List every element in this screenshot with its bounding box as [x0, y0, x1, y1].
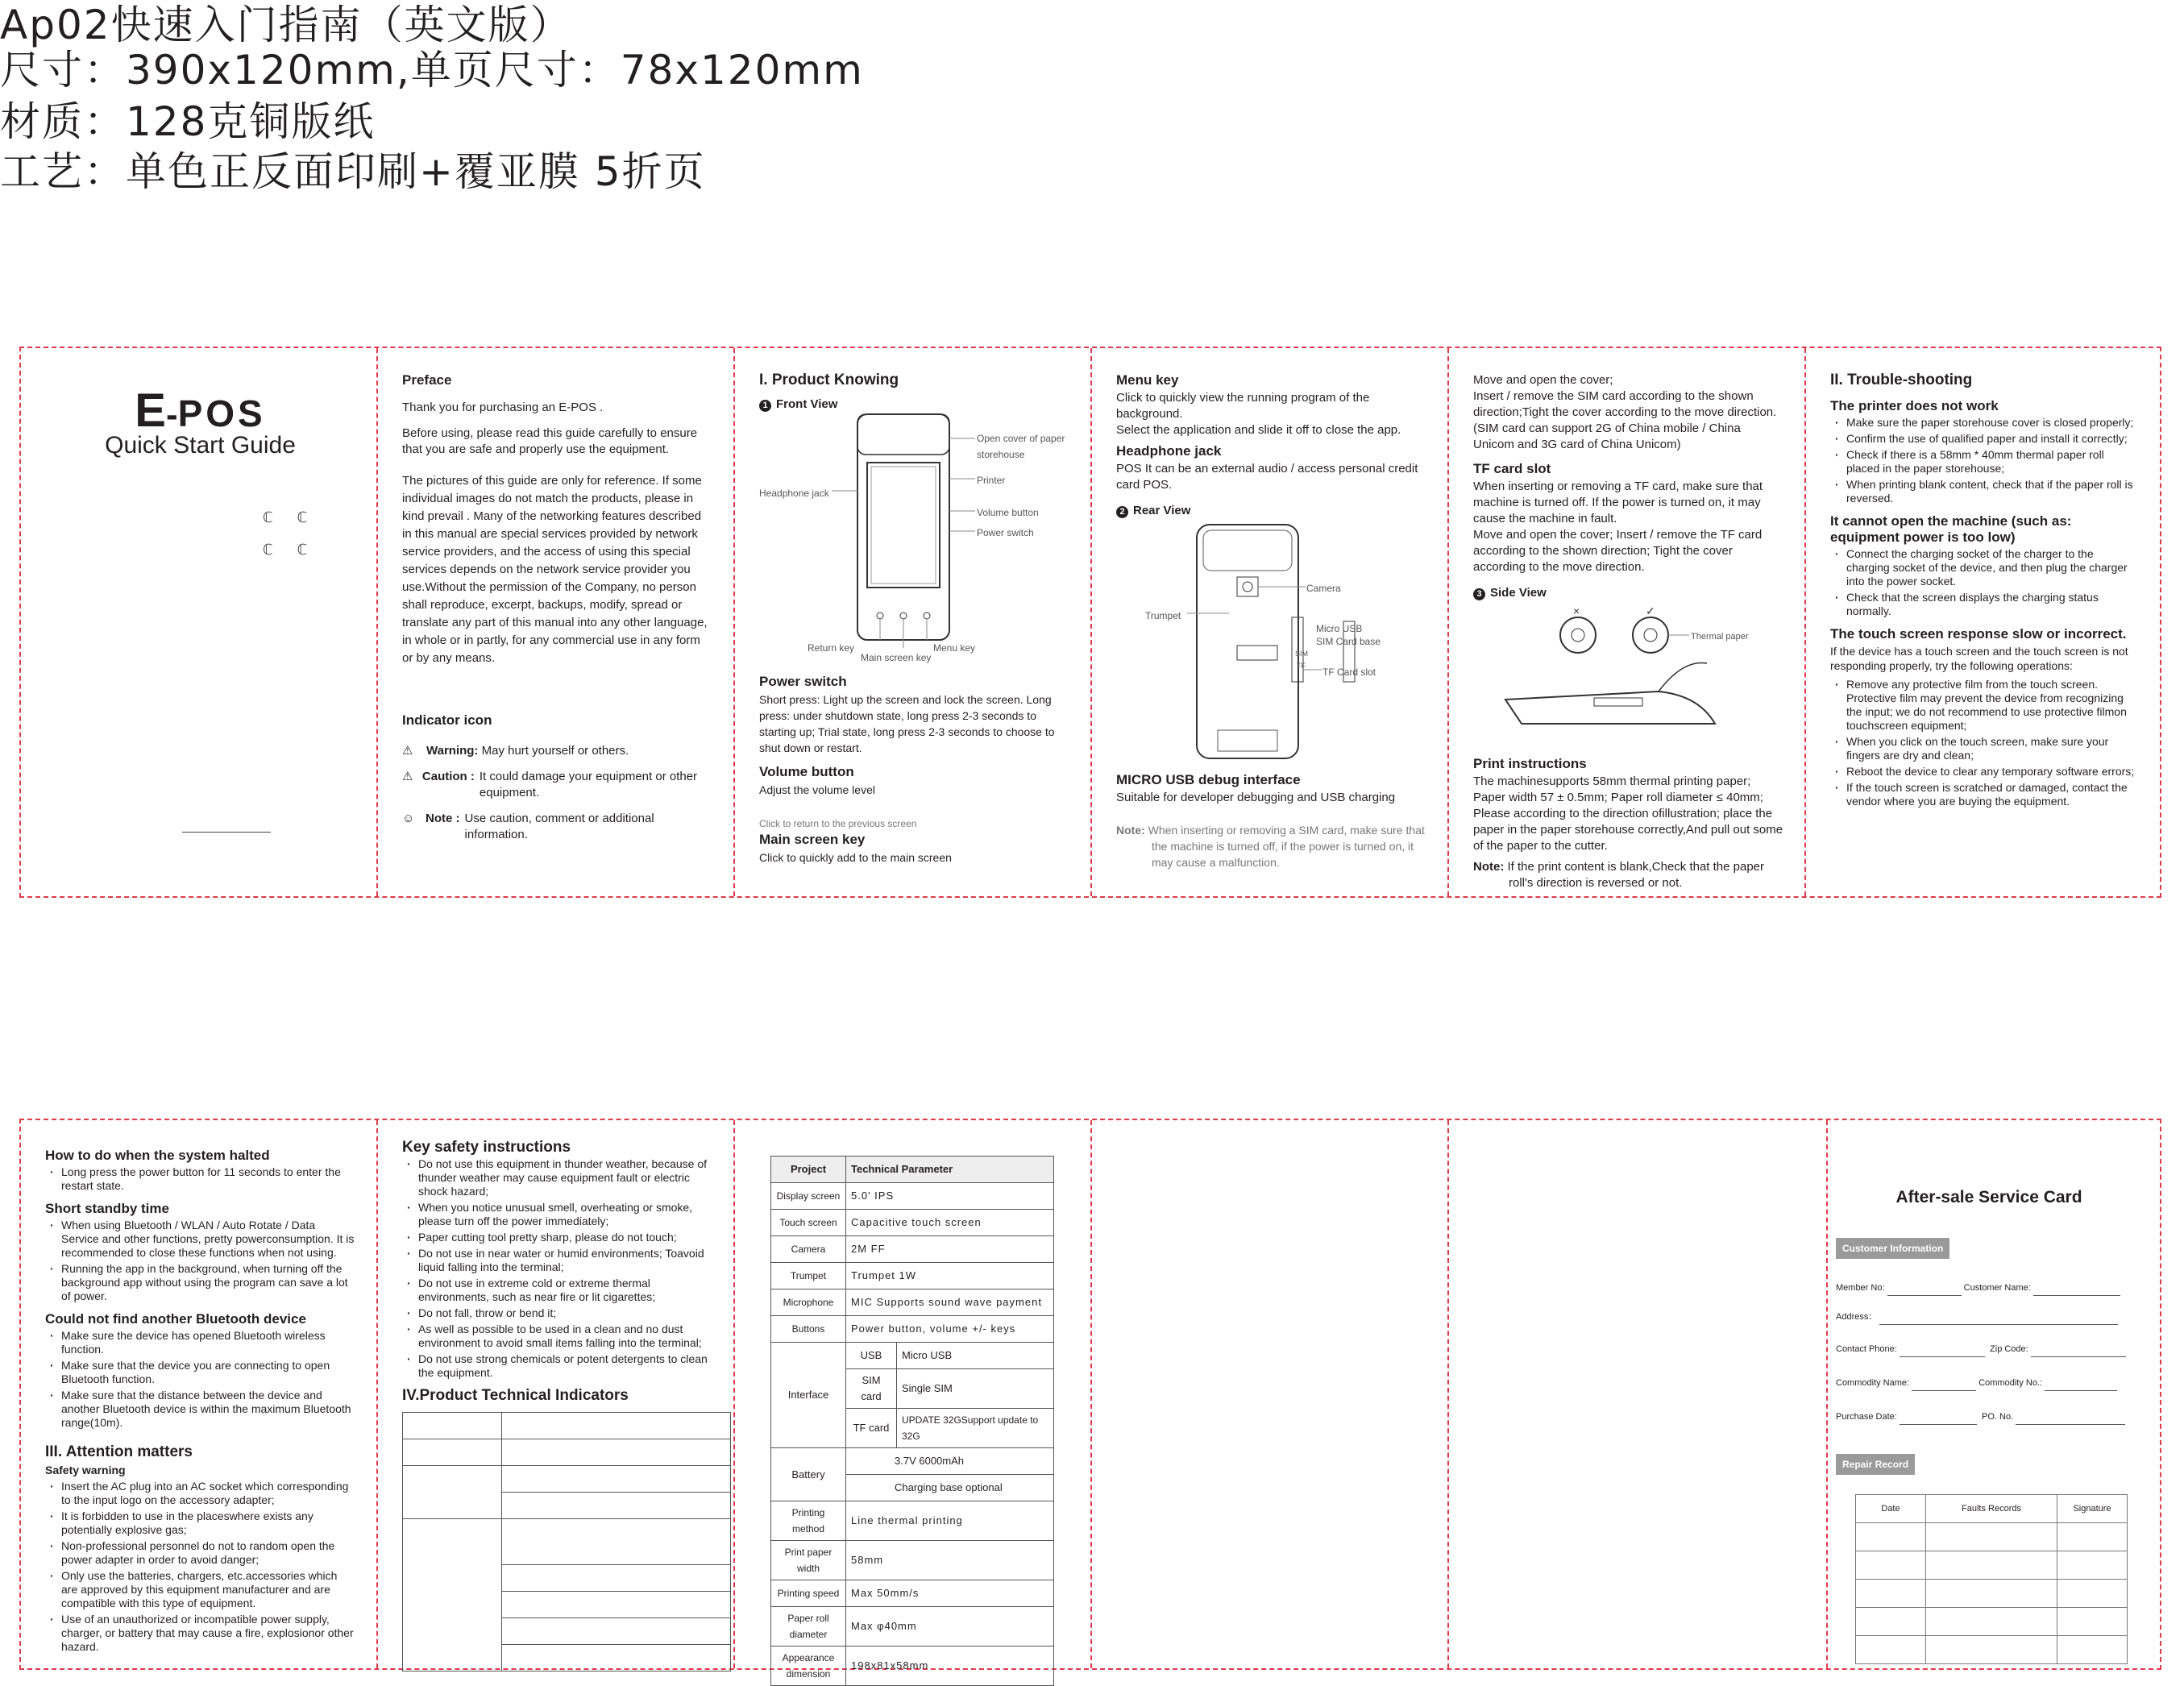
preface-p1: Thank you for purchasing an E-POS . [402, 401, 604, 414]
label-printer: Printer [977, 475, 1006, 486]
list-item: · Make sure the paper storehouse cover is closed properly; [1846, 416, 2139, 430]
power-switch-text: Short press: Light up the screen and lock the screen. Long press: under shutdown state, long press 2-3 seconds to starting up; Trial state, long press 2-3 seconds to choose to shut down or restart. [759, 693, 1055, 754]
rear-view-figure [1116, 521, 1426, 762]
wrong-mark: × [1573, 604, 1580, 617]
sim-tf-panel [1449, 348, 1806, 896]
product-panel [735, 348, 1092, 896]
cover-subtitle: Quick Start Guide [105, 432, 296, 459]
form-row-purchase: Purchase Date: PO. No. [1836, 1409, 2142, 1425]
spec-key: Print paper width [771, 1541, 846, 1580]
spec-panel [735, 1120, 1092, 1680]
back-sheet [19, 1119, 2161, 1680]
spec-row [771, 1541, 1054, 1580]
list-item: · Make sure that the distance between the device and another Bluetooth device is within the maximum Bluetooth range(10m). [61, 1389, 355, 1430]
list-item: · Do not use in extreme cold or extreme thermal environments, such as near fire or lit cigarettes; [418, 1277, 712, 1304]
trouble-s3-list [1830, 678, 2139, 808]
label-micro-usb: Micro USB [1316, 623, 1363, 634]
indicator-warning: ⚠ Warning: May hurt yourself or others. [402, 744, 629, 758]
label-trumpet: Trumpet [1145, 610, 1181, 621]
service-card-panel [1828, 1120, 2160, 1668]
spec-value: Trumpet 1W [846, 1263, 1054, 1289]
indicator-title: Indicator icon [402, 712, 492, 728]
member-field[interactable] [1887, 1295, 1962, 1296]
volume-button-title: Volume button [759, 764, 854, 779]
menu-panel [1092, 348, 1449, 896]
halt-list [45, 1165, 355, 1193]
empty-tech-table [402, 1412, 731, 1671]
usb-debug-title: MICRO USB debug interface [1116, 772, 1301, 787]
spec-value: MIC Supports sound wave payment [846, 1289, 1054, 1316]
cover-panel [21, 348, 378, 896]
form-row-commodity: Commodity Name: Commodity No.: [1836, 1375, 2142, 1391]
spec-header-param: Technical Parameter [846, 1157, 1054, 1183]
address-field[interactable] [1879, 1324, 2118, 1325]
trouble-s1-list [1830, 416, 2139, 505]
repair-row [1856, 1580, 2128, 1608]
spec-key: Buttons [771, 1316, 846, 1343]
headphone-text: POS It can be an external audio / access personal credit card POS. [1116, 462, 1418, 492]
repair-row [1856, 1523, 2128, 1551]
spec-key: Paper roll diameter [771, 1607, 846, 1647]
purchase-date-field[interactable] [1900, 1424, 1977, 1425]
label-paper-cover: Open cover of paper storehouse [977, 433, 1065, 460]
sim-chip: SIM [1295, 650, 1309, 658]
repair-record-tag: Repair Record [1836, 1454, 1915, 1475]
trouble-s3-intro: If the device has a touch screen and the touch screen is not responding properly, try the following operations: [1830, 645, 2128, 672]
list-item: · Running the app in the background, when turning off the background app without using the program can save a lot of power. [61, 1262, 355, 1303]
tf-text-2: Move and open the cover; Insert / remove the TF card according to the shown direction; Tight the cover according to the move direction. [1473, 528, 1763, 574]
attention-title: III. Attention matters [45, 1443, 193, 1460]
list-item: · Do not use strong chemicals or potent detergents to clean the equipment. [418, 1352, 712, 1380]
repair-col-date: Date [1856, 1495, 1926, 1523]
print-text: The machinesupports 58mm thermal printing paper; Paper width 57 ± 0.5mm; Paper roll diameter ≤ 40mm; Please according to the direction ofillustration; place the paper in the paper storehouse correctly,And pull out some of the paper to the cutter. [1473, 774, 1783, 853]
safety-list [402, 1157, 712, 1380]
spec-iface-key: USB [846, 1343, 897, 1369]
spec-battery-value: 3.7V 6000mAh [846, 1448, 1054, 1475]
repair-col-faults: Faults Records [1926, 1495, 2057, 1523]
spec-value: Power button, volume +/- keys [846, 1316, 1054, 1343]
spec-key: Touch screen [771, 1210, 846, 1236]
list-item: · Use of an unauthorized or incompatible power supply, charger, or battery that may cause a fire, explosionor other hazard. [61, 1613, 355, 1654]
spec-header-project: Project [771, 1157, 846, 1183]
repair-row [1856, 1551, 2128, 1580]
spec-iface-value: Micro USB [897, 1343, 1054, 1369]
list-item: · Do not use in near water or humid environments; Toavoid liquid falling into the terminal; [418, 1247, 712, 1274]
tf-chip: TF [1297, 662, 1306, 670]
spec-iface-value: Single SIM [897, 1369, 1054, 1409]
spec-key: Appearance dimension [771, 1647, 846, 1686]
label-main-key: Main screen key [861, 652, 932, 663]
label-return-key: Return key [808, 642, 855, 654]
side-view-figure [1473, 603, 1783, 748]
tech-title: IV.Product Technical Indicators [402, 1387, 629, 1404]
commodity-name-field[interactable] [1912, 1390, 1976, 1391]
cover-mark-icon: ℂ ℂ ℂ ℂ [263, 509, 308, 558]
spec-key: Trumpet [771, 1263, 846, 1289]
customer-field[interactable] [2033, 1295, 2120, 1296]
label-volume: Volume button [977, 507, 1039, 518]
label-power: Power switch [977, 527, 1034, 538]
sim-note: Note: When inserting or removing a SIM card, make sure that the machine is turned off, if the power is turned on, it may cause a malfunction. [1116, 824, 1425, 869]
preface-p3: The pictures of this guide are only for reference. If some individual images do not match the products, please in kind prevail . Many of the networking features described in this manual are special services provided by network service providers, and the access of using this special services depends on the network service provider you use.Without the permission of the Company, no person shall reproduce, excerpt, backups, modify, spread or translate any part of this manual into any other language, in whole or in partly, for any commercial use in any form or by any means. [402, 474, 708, 665]
tf-text-1: When inserting or removing a TF card, make sure that machine is turned off. If the power is turned on, it may cause the machine in fault. [1473, 480, 1763, 525]
spec-key: Printing speed [771, 1580, 846, 1607]
spec-row [771, 1501, 1054, 1541]
label-thermal-paper: Thermal paper [1691, 632, 1749, 642]
preface-title: Preface [402, 372, 452, 388]
menu-key-text-1: Click to quickly view the running program of the background. [1116, 391, 1370, 421]
commodity-no-field[interactable] [2045, 1390, 2117, 1391]
list-item: · Reboot the device to clear any temporary software errors; [1846, 765, 2139, 779]
phone-field[interactable] [1900, 1356, 1985, 1357]
front-sheet [19, 347, 2161, 898]
service-card-title: After-sale Service Card [1895, 1188, 2082, 1206]
po-field[interactable] [2016, 1424, 2125, 1425]
tf-title: TF card slot [1473, 461, 1551, 476]
list-item: · Insert the AC plug into an AC socket which corresponding to the input logo on the accessory adapter; [61, 1480, 355, 1507]
side-illustration [1473, 603, 1779, 748]
list-item: · Do not fall, throw or bend it; [418, 1306, 712, 1320]
right-mark: ✓ [1646, 604, 1655, 617]
spec-battery-value: Charging base optional [846, 1475, 1054, 1501]
label-headphone: Headphone jack [759, 488, 829, 499]
preface-p2: Before using, please read this guide carefully to ensure that you are safe and properly use the equipment. [402, 426, 698, 456]
spec-row [771, 1183, 1054, 1210]
product-title: I. Product Knowing [759, 372, 899, 388]
list-item: · If the touch screen is scratched or damaged, contact the vendor where you are buying the equipment. [1846, 781, 2139, 808]
usb-debug-text: Suitable for developer debugging and USB charging [1116, 791, 1396, 804]
customer-info-tag: Customer Information [1836, 1238, 1949, 1259]
print-title: Print instructions [1473, 756, 1587, 771]
list-item: · Remove any protective film from the touch screen. Protective film may prevent the device from recognizing the input; we do not recommend to use protective filmon touchscreen equipment; [1846, 678, 2139, 733]
caution-icon: ⚠ [402, 770, 413, 783]
list-item: · Make sure the device has opened Bluetooth wireless function. [61, 1329, 355, 1356]
spec-interface-label: Interface [771, 1343, 846, 1448]
safety-title: Key safety instructions [402, 1139, 571, 1156]
spec-key: Camera [771, 1236, 846, 1263]
label-camera: Camera [1306, 583, 1341, 594]
standby-title: Short standby time [45, 1201, 169, 1216]
spec-row [771, 1580, 1054, 1607]
menu-key-text-2: Select the application and slide it off to close the app. [1116, 423, 1401, 437]
spec-key: Display screen [771, 1183, 846, 1210]
spec-value: Capacitive touch screen [846, 1210, 1054, 1236]
header-line-3: 材质：128克铜版纸 [0, 98, 376, 145]
spec-value: Line thermal printing [846, 1501, 1054, 1541]
list-item: · It is forbidden to use in the placeswhere exists any potentially explosive gas; [61, 1510, 355, 1537]
repair-table [1855, 1494, 2128, 1664]
spec-value: Max φ40mm [846, 1607, 1054, 1647]
main-screen-key-title: Main screen key [759, 832, 866, 847]
halt-panel [21, 1120, 378, 1668]
side-view-title: 3 Side View [1473, 585, 1783, 601]
standby-list [45, 1219, 355, 1303]
spec-iface-key: SIM card [846, 1369, 897, 1409]
header-line-1: Ap02快速入门指南（英文版） [0, 2, 572, 48]
list-item: · Check if there is a 58mm * 40mm thermal paper roll placed in the paper storehouse; [1846, 448, 2139, 475]
list-item: · Long press the power button for 11 seconds to enter the restart state. [61, 1165, 355, 1193]
volume-button-text: Adjust the volume level [759, 783, 875, 796]
list-item: · When you notice unusual smell, overheating or smoke, please turn off the power immediately; [418, 1201, 712, 1228]
list-item: · Non-professional personnel do not to random open the power adapter in order to avoid danger; [61, 1539, 355, 1567]
bluetooth-list [45, 1329, 355, 1430]
form-row-phone: Contact Phone: Zip Code: [1836, 1341, 2142, 1357]
front-view-title: 1 Front View [759, 397, 1069, 413]
cover-divider [182, 832, 271, 833]
spec-key: Microphone [771, 1289, 846, 1316]
list-item: · When printing blank content, check that if the paper roll is reversed. [1846, 478, 2139, 505]
label-sim-base: SIM Card base [1316, 636, 1381, 647]
label-tf-slot: TF Card slot [1322, 667, 1376, 678]
blank-panel-2 [1449, 1120, 1828, 1668]
spec-row [771, 1607, 1054, 1647]
spec-iface-value: UPDATE 32GSupport update to 32G [897, 1409, 1054, 1448]
list-item: · Paper cutting tool pretty sharp, please do not touch; [418, 1231, 712, 1244]
indicator-caution: ⚠ Caution : It could damage your equipment or other equipment. [402, 770, 698, 799]
safety-warning-title: Safety warning [45, 1464, 126, 1476]
preface-panel [378, 348, 735, 896]
list-item: · When you click on the touch screen, make sure your fingers are dry and clean; [1846, 735, 2139, 762]
trouble-s1: The printer does not work [1830, 398, 1999, 413]
trouble-s2: It cannot open the machine (such as: equipment power is too low) [1830, 513, 2072, 545]
spec-row [771, 1647, 1054, 1686]
safety-panel [378, 1120, 735, 1668]
header-line-4: 工艺：单色正反面印刷+覆亚膜 5折页 [0, 148, 706, 195]
headphone-title: Headphone jack [1116, 443, 1222, 459]
spec-row [771, 1289, 1054, 1316]
safety-warning-list [45, 1480, 355, 1654]
warning-icon: ⚠ [402, 744, 413, 758]
spec-table [770, 1156, 1054, 1686]
brand-logo: E-POS [135, 384, 266, 437]
repair-col-signature: Signature [2057, 1495, 2128, 1523]
front-view-figure [759, 414, 1069, 663]
list-item: · Confirm the use of qualified paper and install it correctly; [1846, 432, 2139, 446]
form-row-member: Member No: Customer Name: [1836, 1280, 2142, 1296]
repair-row [1856, 1636, 2128, 1664]
trouble-title: II. Trouble-shooting [1830, 372, 1973, 388]
list-item: · Only use the batteries, chargers, etc.accessories which are approved by this equipment manufacturer and are compatible with this type of equipment. [61, 1569, 355, 1610]
list-item: · Make sure that the device you are connecting to open Bluetooth function. [61, 1359, 355, 1386]
form-row-address: Address： [1836, 1309, 2142, 1325]
sim-text-1: Move and open the cover; [1473, 373, 1613, 387]
rear-view-title: 2 Rear View [1116, 503, 1426, 519]
trouble-s3: The touch screen response slow or incorrect. [1830, 626, 2127, 642]
spec-iface-key: TF card [846, 1409, 897, 1448]
sim-text-2: Insert / remove the SIM card according to the shown direction;Tight the cover according to the move direction. (SIM card can support 2G of China mobile / China Unicom and 3G card of China Unicom) [1473, 389, 1777, 451]
list-item: · When using Bluetooth / WLAN / Auto Rotate / Data Service and other functions, pretty powerconsumption. It is recommended to close these functions when not using. [61, 1219, 355, 1260]
list-item: · As well as possible to be used in a clean and no dust environment to avoid small items falling into the terminal; [418, 1323, 712, 1350]
menu-key-title: Menu key [1116, 372, 1179, 388]
print-note: Note: If the print content is blank,Check that the paper roll's direction is reversed or not. [1473, 860, 1765, 890]
spec-row [771, 1236, 1054, 1263]
zip-field[interactable] [2031, 1356, 2126, 1357]
spec-key: Printing method [771, 1501, 846, 1541]
spec-value: Max 50mm/s [846, 1580, 1054, 1607]
halt-title: How to do when the system halted [45, 1148, 270, 1163]
bluetooth-title: Could not find another Bluetooth device [45, 1311, 306, 1327]
spec-battery-label: Battery [771, 1448, 846, 1501]
power-switch-title: Power switch [759, 674, 847, 689]
header-line-2: 尺寸：390x120mm,单页尺寸：78x120mm [0, 47, 864, 93]
spec-row [771, 1210, 1054, 1236]
blank-panel-1 [1092, 1120, 1449, 1668]
spec-value: 5.0' IPS [846, 1183, 1054, 1210]
note-icon: ☺ [402, 812, 415, 825]
spec-row [771, 1316, 1054, 1343]
list-item: · Do not use this equipment in thunder weather, because of thunder weather may cause equipment fault or electric shock hazard; [418, 1157, 712, 1198]
indicator-note: ☺ Note : Use caution, comment or additional information. [402, 812, 654, 841]
spec-value: 2M FF [846, 1236, 1054, 1263]
trouble-s2-list [1830, 547, 2139, 618]
spec-value: 198x81x58mm [846, 1647, 1054, 1686]
repair-row [1856, 1608, 2128, 1636]
main-screen-key-text: Click to quickly add to the main screen [759, 851, 952, 864]
return-key-text: Click to return to the previous screen [759, 818, 917, 829]
spec-value: 58mm [846, 1541, 1054, 1580]
list-item: · Connect the charging socket of the charger to the charging socket of the device, and then plug the charger into the power socket. [1846, 547, 2139, 588]
label-menu-key: Menu key [933, 642, 976, 654]
list-item: · Check that the screen displays the charging status normally. [1846, 591, 2139, 618]
trouble-panel [1806, 348, 2160, 896]
spec-row [771, 1263, 1054, 1289]
